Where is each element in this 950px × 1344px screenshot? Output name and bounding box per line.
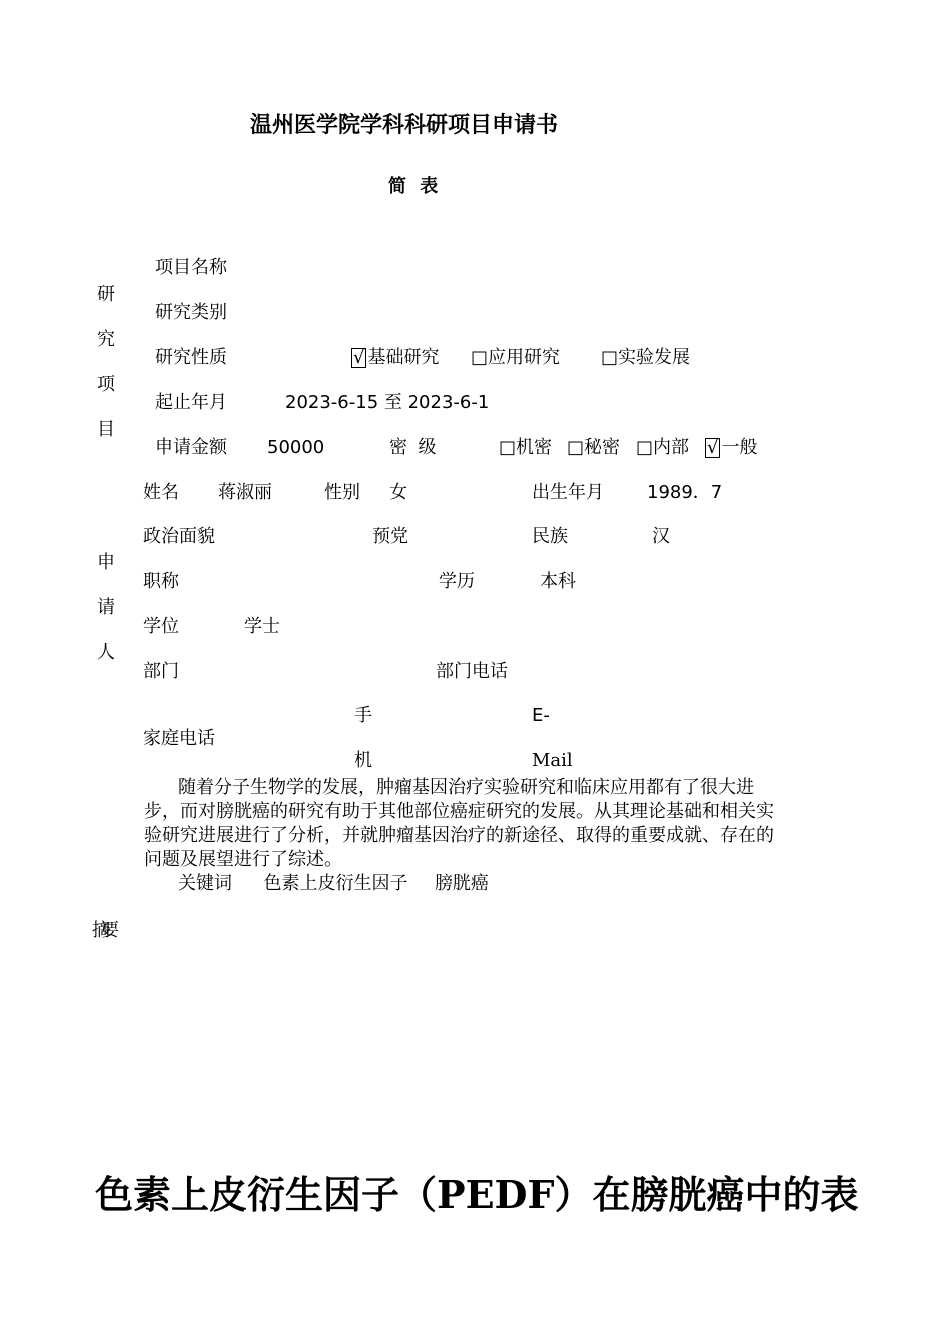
checkbox-icon: □ <box>471 347 489 368</box>
mobile-label-line2: 机 <box>354 750 372 771</box>
checkbox-icon: □ <box>636 437 654 458</box>
secret-option-internal: □内部 <box>636 437 690 458</box>
research-nature-label: 研究性质 <box>155 347 227 368</box>
keywords-label: 关键词 <box>178 873 232 894</box>
ethnic-value: 汉 <box>652 526 670 547</box>
education-label: 学历 <box>439 571 475 592</box>
nature-option-applied: □应用研究 <box>471 347 561 368</box>
keywords-line <box>178 872 779 896</box>
applicant-section-label: 申 请 人 <box>97 552 115 663</box>
nature-option-experimental: □实验发展 <box>601 347 691 368</box>
mobile-label-line1: 手 <box>354 705 372 726</box>
birth-value: 1989．7 <box>647 482 723 503</box>
checked-box-icon: √ <box>353 347 365 368</box>
amount-label: 申请金额 <box>155 437 227 458</box>
political-label: 政治面貌 <box>143 526 215 547</box>
document-title: 温州医学院学科科研项目申请书 <box>250 113 559 138</box>
research-category-label: 研究类别 <box>155 302 227 323</box>
department-label: 部门 <box>143 661 179 682</box>
checkbox-icon: □ <box>499 437 517 458</box>
gender-value: 女 <box>389 482 407 503</box>
project-name-label: 项目名称 <box>155 257 227 278</box>
secret-level-label: 密 级 <box>389 437 437 458</box>
paper-title: 色素上皮衍生因子（PEDF）在膀胱癌中的表 <box>95 1172 859 1217</box>
political-value: 预党 <box>372 526 408 547</box>
job-title-label: 职称 <box>143 571 179 592</box>
degree-label: 学位 <box>143 616 179 637</box>
secret-option-general: √ 一般 <box>707 437 758 458</box>
document-subtitle: 简 表 <box>388 176 443 197</box>
checkbox-icon: □ <box>601 347 619 368</box>
abstract-section-label: 摘要 <box>92 920 110 941</box>
keyword-item: 色素上皮衍生因子 <box>263 873 408 894</box>
checkbox-icon: □ <box>567 437 585 458</box>
period-value: 2023-6-15 至 2023-6-1 <box>285 392 490 413</box>
ethnic-label: 民族 <box>532 526 568 547</box>
secret-option-secret: □秘密 <box>567 437 621 458</box>
keyword-item: 膀胱癌 <box>434 873 489 894</box>
email-label-line1: E- <box>532 705 550 726</box>
department-phone-label: 部门电话 <box>436 661 508 682</box>
home-phone-label: 家庭电话 <box>143 728 215 749</box>
email-label-line2: Mail <box>532 750 573 771</box>
checked-box-icon: √ <box>707 437 719 458</box>
applicant-name-label: 姓名 <box>143 482 179 503</box>
abstract-block <box>144 776 779 896</box>
period-label: 起止年月 <box>155 392 227 413</box>
project-section-label: 研 究 项 目 <box>97 284 115 440</box>
gender-label: 性别 <box>324 482 360 503</box>
education-value: 本科 <box>540 571 576 592</box>
amount-value: 50000 <box>267 437 325 458</box>
secret-option-confidential: □机密 <box>499 437 553 458</box>
nature-option-basic: √ 基础研究 <box>353 347 440 368</box>
applicant-name-value: 蒋淑丽 <box>218 482 272 503</box>
birth-label: 出生年月 <box>532 482 604 503</box>
degree-value: 学士 <box>244 616 280 637</box>
abstract-body: 随着分子生物学的发展，肿瘤基因治疗实验研究和临床应用都有了很大进步，而对膀胱癌的研究有助于其他部位癌症研究的发展。从其理论基础和相关实验研究进展进行了分析，并就肿瘤基因治疗的新途径、取得的重要成就、存在的问题及展望进行了综述。 <box>144 777 774 870</box>
